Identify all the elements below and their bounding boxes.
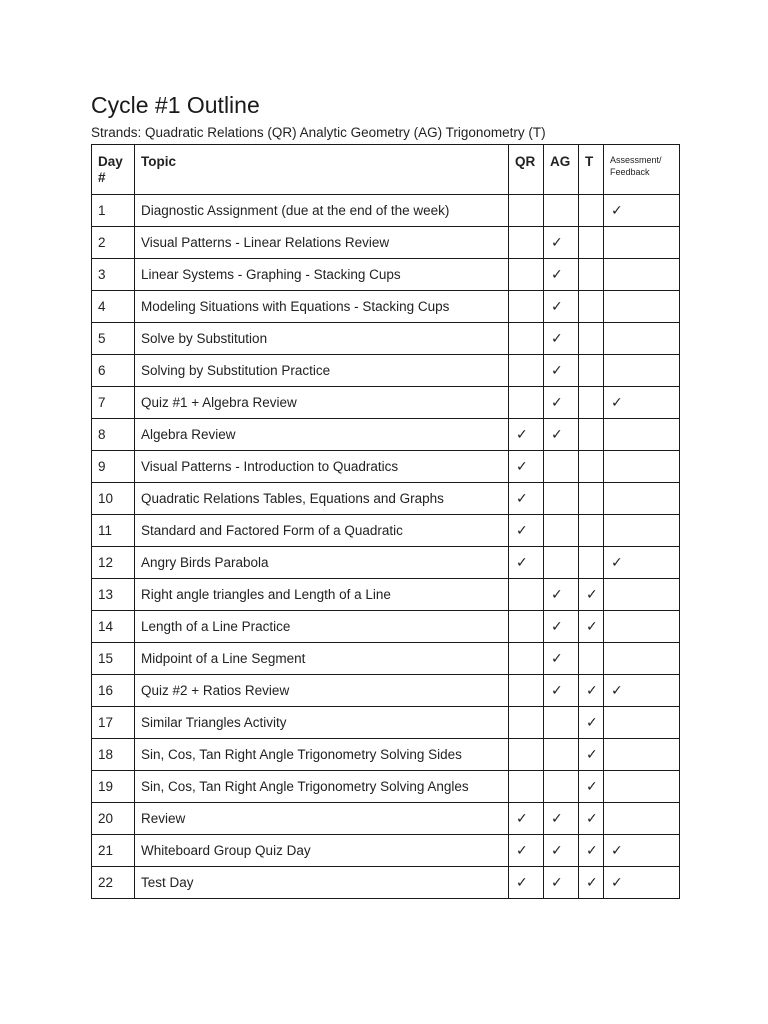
assessment-cell	[604, 483, 680, 515]
topic-cell: Sin, Cos, Tan Right Angle Trigonometry Solving Sides	[135, 739, 509, 771]
header-assessment: Assessment/ Feedback	[604, 145, 680, 195]
t-cell	[579, 771, 604, 803]
t-cell	[579, 387, 604, 419]
assessment-cell	[604, 195, 680, 227]
ag-cell	[544, 419, 579, 451]
table-header-row	[92, 145, 680, 195]
check-mark-icon: ✓	[586, 682, 598, 699]
check-mark-icon: ✓	[551, 426, 563, 443]
ag-cell	[544, 547, 579, 579]
check-mark-icon: ✓	[586, 810, 598, 827]
ag-cell	[544, 835, 579, 867]
qr-cell	[509, 867, 544, 899]
ag-cell	[544, 483, 579, 515]
table-row	[92, 419, 680, 451]
check-mark-icon: ✓	[611, 202, 623, 219]
qr-cell	[509, 259, 544, 291]
t-cell	[579, 867, 604, 899]
day-cell: 9	[92, 451, 135, 483]
topic-cell: Quiz #2 + Ratios Review	[135, 675, 509, 707]
check-mark-icon: ✓	[551, 234, 563, 251]
assessment-cell	[604, 547, 680, 579]
check-mark-icon: ✓	[516, 554, 528, 571]
assessment-cell	[604, 355, 680, 387]
table-row	[92, 643, 680, 675]
check-mark-icon: ✓	[586, 874, 598, 891]
check-mark-icon: ✓	[551, 810, 563, 827]
t-cell	[579, 675, 604, 707]
day-cell: 10	[92, 483, 135, 515]
assessment-cell	[604, 771, 680, 803]
t-cell	[579, 579, 604, 611]
topic-cell: Modeling Situations with Equations - Stacking Cups	[135, 291, 509, 323]
day-cell: 7	[92, 387, 135, 419]
assessment-cell	[604, 611, 680, 643]
day-cell: 22	[92, 867, 135, 899]
ag-cell	[544, 195, 579, 227]
day-cell: 18	[92, 739, 135, 771]
topic-cell: Angry Birds Parabola	[135, 547, 509, 579]
day-cell: 5	[92, 323, 135, 355]
qr-cell	[509, 195, 544, 227]
table-row	[92, 291, 680, 323]
topic-cell: Whiteboard Group Quiz Day	[135, 835, 509, 867]
assessment-cell	[604, 675, 680, 707]
check-mark-icon: ✓	[516, 522, 528, 539]
topic-cell: Solve by Substitution	[135, 323, 509, 355]
header-ag: AG	[544, 145, 579, 195]
check-mark-icon: ✓	[586, 618, 598, 635]
ag-cell	[544, 323, 579, 355]
qr-cell	[509, 355, 544, 387]
page-title: Cycle #1 Outline	[91, 92, 260, 118]
check-mark-icon: ✓	[551, 330, 563, 347]
t-cell	[579, 643, 604, 675]
t-cell	[579, 451, 604, 483]
t-cell	[579, 835, 604, 867]
t-cell	[579, 419, 604, 451]
check-mark-icon: ✓	[551, 298, 563, 315]
qr-cell	[509, 611, 544, 643]
topic-cell: Midpoint of a Line Segment	[135, 643, 509, 675]
assessment-cell	[604, 867, 680, 899]
table-row	[92, 611, 680, 643]
table-body	[92, 195, 680, 899]
qr-cell	[509, 419, 544, 451]
assessment-cell	[604, 259, 680, 291]
assessment-cell	[604, 643, 680, 675]
qr-cell	[509, 291, 544, 323]
check-mark-icon: ✓	[516, 458, 528, 475]
t-cell	[579, 259, 604, 291]
table-row	[92, 547, 680, 579]
ag-cell	[544, 227, 579, 259]
check-mark-icon: ✓	[586, 746, 598, 763]
topic-cell: Similar Triangles Activity	[135, 707, 509, 739]
t-cell	[579, 483, 604, 515]
day-cell: 1	[92, 195, 135, 227]
qr-cell	[509, 771, 544, 803]
check-mark-icon: ✓	[611, 842, 623, 859]
day-cell: 17	[92, 707, 135, 739]
check-mark-icon: ✓	[586, 842, 598, 859]
table-row	[92, 515, 680, 547]
header-qr: QR	[509, 145, 544, 195]
check-mark-icon: ✓	[586, 778, 598, 795]
topic-cell: Right angle triangles and Length of a Line	[135, 579, 509, 611]
check-mark-icon: ✓	[516, 810, 528, 827]
ag-cell	[544, 579, 579, 611]
t-cell	[579, 803, 604, 835]
table-row	[92, 323, 680, 355]
table-row	[92, 195, 680, 227]
qr-cell	[509, 835, 544, 867]
table-row	[92, 707, 680, 739]
qr-cell	[509, 579, 544, 611]
assessment-cell	[604, 419, 680, 451]
ag-cell	[544, 675, 579, 707]
cycle-outline-table	[91, 144, 680, 899]
t-cell	[579, 515, 604, 547]
assessment-cell	[604, 739, 680, 771]
day-cell: 11	[92, 515, 135, 547]
qr-cell	[509, 451, 544, 483]
topic-cell: Length of a Line Practice	[135, 611, 509, 643]
day-cell: 2	[92, 227, 135, 259]
assessment-cell	[604, 387, 680, 419]
table-row	[92, 483, 680, 515]
check-mark-icon: ✓	[611, 394, 623, 411]
header-t: T	[579, 145, 604, 195]
assessment-cell	[604, 835, 680, 867]
ag-cell	[544, 515, 579, 547]
qr-cell	[509, 547, 544, 579]
table-row	[92, 739, 680, 771]
table-row	[92, 259, 680, 291]
ag-cell	[544, 387, 579, 419]
check-mark-icon: ✓	[551, 394, 563, 411]
t-cell	[579, 355, 604, 387]
t-cell	[579, 547, 604, 579]
day-cell: 20	[92, 803, 135, 835]
topic-cell: Review	[135, 803, 509, 835]
day-cell: 13	[92, 579, 135, 611]
qr-cell	[509, 803, 544, 835]
ag-cell	[544, 451, 579, 483]
topic-cell: Diagnostic Assignment (due at the end of the week)	[135, 195, 509, 227]
day-cell: 3	[92, 259, 135, 291]
t-cell	[579, 323, 604, 355]
check-mark-icon: ✓	[551, 362, 563, 379]
qr-cell	[509, 643, 544, 675]
assessment-cell	[604, 227, 680, 259]
table-row	[92, 867, 680, 899]
t-cell	[579, 291, 604, 323]
table-row	[92, 835, 680, 867]
t-cell	[579, 611, 604, 643]
check-mark-icon: ✓	[551, 650, 563, 667]
ag-cell	[544, 259, 579, 291]
assessment-cell	[604, 579, 680, 611]
ag-cell	[544, 291, 579, 323]
header-topic: Topic	[135, 145, 509, 195]
qr-cell	[509, 707, 544, 739]
check-mark-icon: ✓	[551, 682, 563, 699]
qr-cell	[509, 483, 544, 515]
qr-cell	[509, 227, 544, 259]
check-mark-icon: ✓	[611, 554, 623, 571]
ag-cell	[544, 707, 579, 739]
topic-cell: Test Day	[135, 867, 509, 899]
t-cell	[579, 739, 604, 771]
check-mark-icon: ✓	[516, 842, 528, 859]
day-cell: 12	[92, 547, 135, 579]
table-row	[92, 355, 680, 387]
ag-cell	[544, 643, 579, 675]
day-cell: 15	[92, 643, 135, 675]
ag-cell	[544, 803, 579, 835]
ag-cell	[544, 355, 579, 387]
topic-cell: Linear Systems - Graphing - Stacking Cups	[135, 259, 509, 291]
table-row	[92, 675, 680, 707]
check-mark-icon: ✓	[551, 618, 563, 635]
assessment-cell	[604, 323, 680, 355]
ag-cell	[544, 611, 579, 643]
check-mark-icon: ✓	[551, 874, 563, 891]
assessment-cell	[604, 707, 680, 739]
check-mark-icon: ✓	[551, 266, 563, 283]
topic-cell: Quiz #1 + Algebra Review	[135, 387, 509, 419]
day-cell: 8	[92, 419, 135, 451]
day-cell: 14	[92, 611, 135, 643]
assessment-cell	[604, 451, 680, 483]
strands-legend: Strands: Quadratic Relations (QR) Analytic Geometry (AG) Trigonometry (T)	[91, 125, 546, 140]
check-mark-icon: ✓	[516, 874, 528, 891]
day-cell: 16	[92, 675, 135, 707]
topic-cell: Sin, Cos, Tan Right Angle Trigonometry Solving Angles	[135, 771, 509, 803]
check-mark-icon: ✓	[611, 682, 623, 699]
topic-cell: Quadratic Relations Tables, Equations and Graphs	[135, 483, 509, 515]
table-row	[92, 771, 680, 803]
ag-cell	[544, 867, 579, 899]
header-day: Day #	[92, 145, 135, 195]
qr-cell	[509, 739, 544, 771]
day-cell: 6	[92, 355, 135, 387]
check-mark-icon: ✓	[586, 586, 598, 603]
table-row	[92, 803, 680, 835]
topic-cell: Visual Patterns - Linear Relations Review	[135, 227, 509, 259]
topic-cell: Solving by Substitution Practice	[135, 355, 509, 387]
topic-cell: Algebra Review	[135, 419, 509, 451]
topic-cell: Visual Patterns - Introduction to Quadratics	[135, 451, 509, 483]
check-mark-icon: ✓	[551, 842, 563, 859]
check-mark-icon: ✓	[516, 426, 528, 443]
table-row	[92, 227, 680, 259]
table-row	[92, 579, 680, 611]
qr-cell	[509, 675, 544, 707]
table-row	[92, 387, 680, 419]
qr-cell	[509, 515, 544, 547]
check-mark-icon: ✓	[611, 874, 623, 891]
day-cell: 4	[92, 291, 135, 323]
t-cell	[579, 195, 604, 227]
day-cell: 19	[92, 771, 135, 803]
assessment-cell	[604, 515, 680, 547]
t-cell	[579, 707, 604, 739]
qr-cell	[509, 323, 544, 355]
check-mark-icon: ✓	[516, 490, 528, 507]
table-row	[92, 451, 680, 483]
t-cell	[579, 227, 604, 259]
day-cell: 21	[92, 835, 135, 867]
ag-cell	[544, 739, 579, 771]
qr-cell	[509, 387, 544, 419]
topic-cell: Standard and Factored Form of a Quadratic	[135, 515, 509, 547]
assessment-cell	[604, 291, 680, 323]
ag-cell	[544, 771, 579, 803]
check-mark-icon: ✓	[586, 714, 598, 731]
check-mark-icon: ✓	[551, 586, 563, 603]
assessment-cell	[604, 803, 680, 835]
